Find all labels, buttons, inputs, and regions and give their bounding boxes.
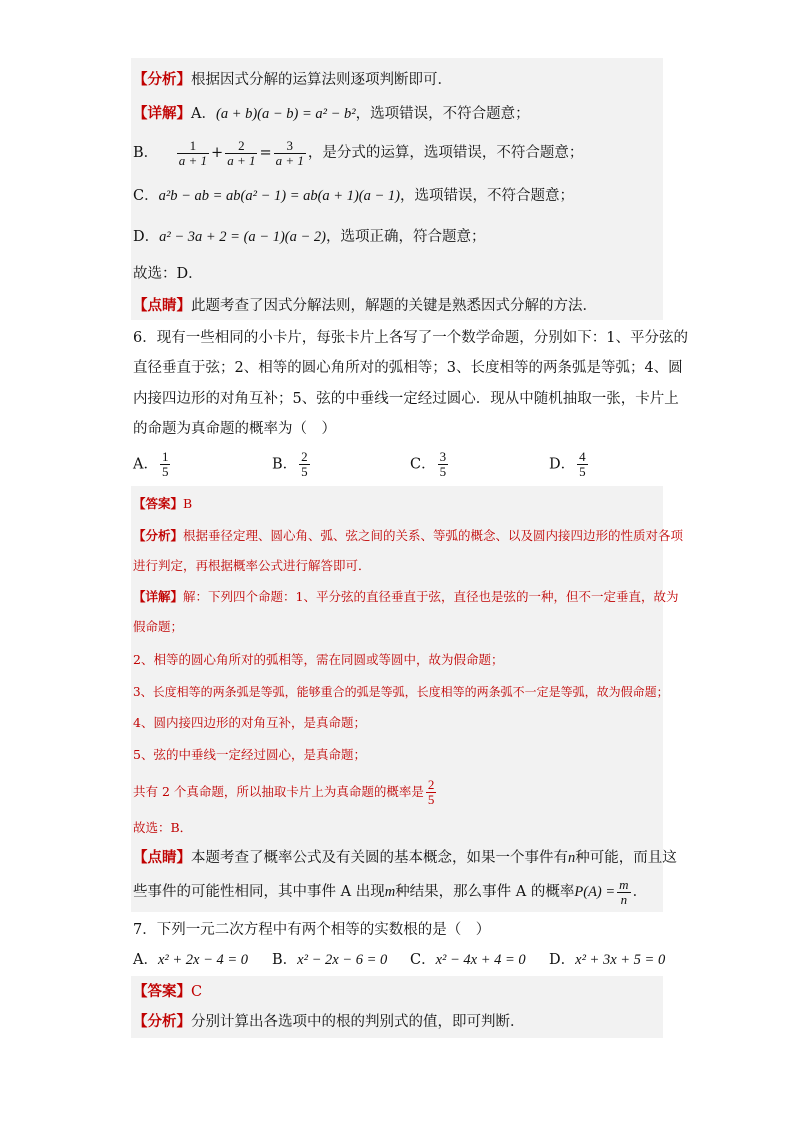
detail-tag: 【详解】: [133, 105, 191, 122]
q7-option-a: A．x² + 2x − 4 = 0: [133, 952, 249, 968]
option-c-label: C．: [133, 188, 159, 204]
answer-tag: 【答案】: [133, 983, 191, 1000]
comment-text: 此题考查了因式分解法则，解题的关键是熟悉因式分解的方法．: [191, 298, 597, 314]
q6-detail-line-2: 假命题；: [133, 619, 184, 634]
q6-stem-line-4: 的命题为真命题的概率为（ ）: [133, 421, 336, 437]
detail-text: 解：下列四个命题：1、平分弦的直径垂直于弦，直径也是弦的一种，但不一定垂直，故为: [183, 589, 679, 604]
q7-answer: [133, 982, 202, 1002]
q6-option-a: A． $\frac{1}{5}$: [133, 449, 169, 479]
q6-option-b: B． $\frac{2}{5}$: [272, 449, 308, 479]
q6-item-5: 5、弦的中垂线一定经过圆心，是真命题；: [133, 747, 366, 762]
block5-detail-d: [133, 227, 485, 247]
block5-detail-b: [133, 136, 583, 170]
option-b-label: B．: [133, 145, 159, 161]
comment-tag: 【点睛】: [133, 297, 191, 314]
q6-stem-line-2: 直径垂直于弦；2、相等的圆心角所对的弧相等；3、长度相等的两条弧是等弧；4、圆: [133, 360, 683, 376]
q7-option-b: B．x² − 2x − 6 = 0: [272, 952, 388, 968]
q6-stem-line-1: 6．现有一些相同的小卡片，每张卡片上各写了一个数学命题，分别如下：1、平分弦的: [133, 330, 688, 346]
fraction: $\frac{2}{5}$: [301, 449, 308, 479]
q6-answer-select: 故选：B．: [133, 820, 193, 835]
comment-tag: 【点睛】: [133, 849, 191, 866]
equals-sign: =: [259, 145, 272, 161]
probability-fraction: $\frac{2}{5}$: [427, 777, 435, 807]
fraction: $\frac{4}{5}$: [579, 449, 586, 479]
analysis-tag: 【分析】: [133, 1013, 191, 1030]
fraction-2: $\frac{2}{a + 1}$: [227, 137, 256, 168]
q6-comment-line-2: 些事件的可能性相同，其中事件 A 出现m种结果，那么事件 A 的概率P(A) = $\frac{m}{n}$ ．: [133, 876, 648, 907]
q6-option-c: C． $\frac{3}{5}$: [410, 449, 447, 479]
answer-value: B: [183, 496, 193, 511]
analysis-tag: 【分析】: [133, 528, 184, 543]
block5-comment: [133, 296, 597, 316]
q6-analysis-line-2: 进行判定，再根据概率公式进行解答即可．: [133, 558, 371, 573]
q7-option-d: D．x² + 3x + 5 = 0: [549, 952, 666, 968]
fraction-1: $\frac{1}{a + 1}$: [178, 137, 208, 168]
answer-value: C: [191, 984, 203, 1000]
block5-detail-c: [133, 186, 574, 206]
plus-sign: +: [211, 145, 224, 161]
analysis-text: 根据因式分解的运算法则逐项判断即可．: [191, 72, 452, 88]
q7-option-c: C．x² − 4x + 4 = 0: [410, 952, 526, 968]
probability-formula-fraction: $\frac{m}{n}$: [619, 876, 629, 907]
answer-tag: 【答案】: [133, 496, 184, 511]
option-a-expression: (a + b)(a − b) = a² − b²: [215, 106, 356, 122]
q7-analysis: [133, 1012, 525, 1032]
option-c-expression: a²b − ab = ab(a² − 1) = ab(a + 1)(a − 1): [158, 188, 400, 204]
option-a-label: A．: [191, 106, 216, 122]
fraction-3: $\frac{3}{a + 1}$: [275, 137, 304, 168]
q6-answer: [133, 494, 192, 514]
q6-item-2: 2、相等的圆心角所对的弧相等，需在同圆或等圆中，故为假命题；: [133, 652, 504, 667]
q6-detail-line-1: [133, 587, 678, 607]
block5-analysis: [133, 70, 452, 90]
q6-comment-line-1: 【点睛】本题考查了概率公式及有关圆的基本概念，如果一个事件有n种可能，而且这: [133, 849, 677, 866]
q6-item-4: 4、圆内接四边形的对角互补，是真命题；: [133, 715, 366, 730]
q6-analysis-line-1: [133, 526, 683, 546]
q6-conclusion: 共有 2 个真命题，所以抽取卡片上为真命题的概率是 $\frac{2}{5}$: [133, 777, 435, 807]
analysis-text: 分别计算出各选项中的根的判别式的值，即可判断．: [191, 1014, 525, 1030]
detail-tag: 【详解】: [133, 589, 184, 604]
q6-item-3: 3、长度相等的两条弧是等弧，能够重合的弧是等弧，长度相等的两条弧不一定是等弧，故为假命题；: [133, 685, 669, 699]
option-d-label: D．: [133, 229, 160, 245]
analysis-text: 根据垂径定理、圆心角、弧、弦之间的关系、等弧的概念、以及圆内接四边形的性质对各项: [183, 528, 684, 543]
fraction: $\frac{1}{5}$: [161, 449, 169, 479]
q6-option-d: D． $\frac{4}{5}$: [549, 449, 586, 479]
q7-stem: 7．下列一元二次方程中有两个相等的实数根的是（ ）: [133, 922, 491, 938]
option-a-verdict: ，选项错误，不符合题意；: [355, 106, 530, 122]
analysis-tag: 【分析】: [133, 71, 191, 88]
option-c-verdict: ，选项错误，不符合题意；: [399, 188, 574, 204]
fraction: $\frac{3}{5}$: [439, 449, 447, 479]
q6-stem-line-3: 内接四边形的对角互补；5、弦的中垂线一定经过圆心．现从中随机抽取一张，卡片上: [133, 391, 679, 407]
option-d-verdict: ，选项正确，符合题意；: [325, 229, 486, 245]
block5-answer-select: 故选：D．: [133, 266, 203, 282]
option-b-verdict: ，是分式的运算，选项错误，不符合题意；: [307, 145, 584, 161]
option-d-expression: a² − 3a + 2 = (a − 1)(a − 2): [159, 229, 326, 245]
block5-detail-a: [133, 104, 530, 124]
